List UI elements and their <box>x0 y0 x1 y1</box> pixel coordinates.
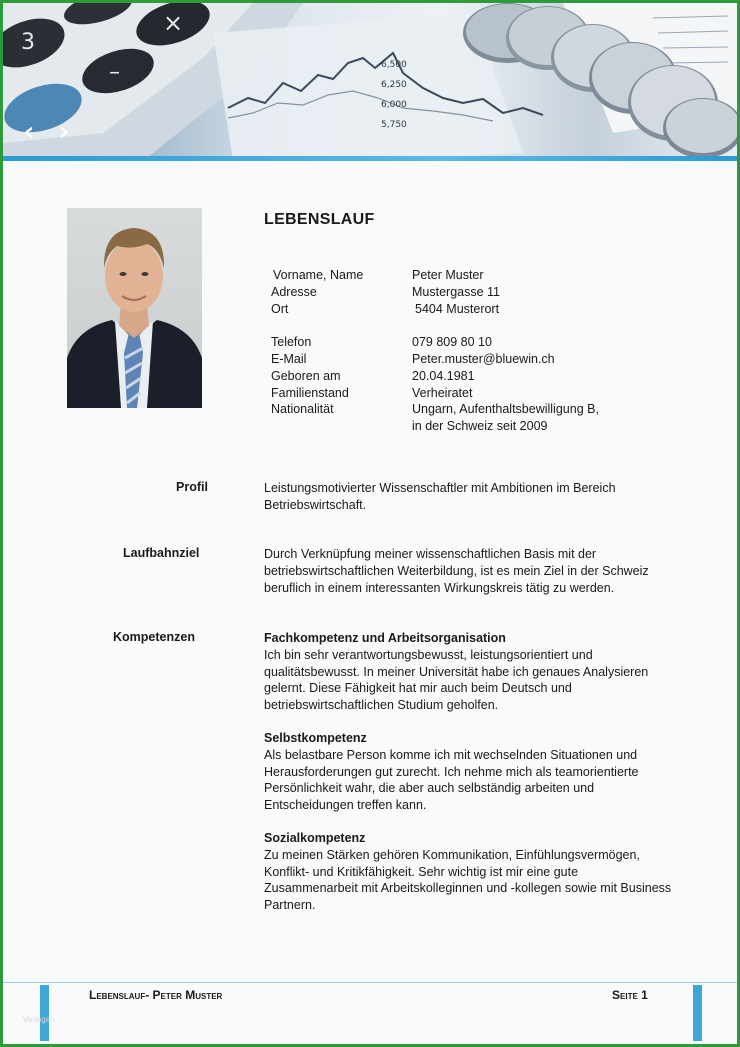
footer-accent-left <box>40 985 49 1041</box>
svg-text:3: 3 <box>21 30 35 55</box>
text-line: Entscheidungen treffen kann. <box>264 798 427 813</box>
label-marital-status: Familienstand <box>271 386 349 400</box>
section-text-laufbahnziel <box>264 546 684 596</box>
value-nationality: Ungarn, Aufenthaltsbewilligung B, <box>412 402 599 416</box>
value-birthdate: 20.04.1981 <box>412 369 475 383</box>
label-nationality: Nationalität <box>271 402 334 416</box>
svg-text:–: – <box>109 60 120 85</box>
value-city: 5404 Musterort <box>415 302 500 316</box>
label-phone: Telefon <box>271 335 312 349</box>
svg-text:×: × <box>163 9 184 37</box>
section-label-profil: Profil <box>176 480 208 494</box>
label-email: E-Mail <box>271 352 307 366</box>
footer-divider <box>3 982 737 983</box>
svg-text:6,500: 6,500 <box>381 60 407 70</box>
text-line: Partnern. <box>264 898 316 913</box>
svg-text:5,750: 5,750 <box>381 120 407 130</box>
section-label-kompetenzen: Kompetenzen <box>113 630 195 644</box>
svg-text:6,000: 6,000 <box>381 100 407 110</box>
svg-text:6,250: 6,250 <box>381 80 407 90</box>
subheading-fachkompetenz: Fachkompetenz und Arbeitsorganisation <box>264 631 506 645</box>
block-selbstkompetenz <box>264 730 684 814</box>
text-line: Zu meinen Stärken gehören Kommunikation, Einfühlungsvermögen, <box>264 847 640 862</box>
text-line: Zusammenarbeit mit Arbeitskolleginnen und -kollegen sowie mit Business <box>264 881 672 896</box>
text-line: Durch Verknüpfung meiner wissenschaftlichen Basis mit der <box>264 547 597 561</box>
subheading-selbstkompetenz: Selbstkompetenz <box>264 731 367 745</box>
label-city: Ort <box>271 302 289 316</box>
page-title: LEBENSLAUF <box>264 211 375 228</box>
label-address: Adresse <box>271 285 317 299</box>
text-line: gelernt. Diese Fähigkeit hat mir auch beim Deutsch und <box>264 681 572 696</box>
text-line: Als belastbare Person komme ich mit wechselnden Situationen und <box>264 747 638 762</box>
text-line: betriebswirtschaftlichen Weiterbildung, ist es mein Ziel in der Schweiz <box>264 563 649 578</box>
watermark: Vorlagen <box>23 1015 55 1024</box>
value-marital-status: Verheiratet <box>412 386 473 400</box>
text-line: betriebswirtschaftlichen Studium geholfen. <box>264 698 499 713</box>
text-line: Herausforderungen gut zurecht. Ich nehme mich als teamorientierte <box>264 764 639 779</box>
text-line: Leistungsmotivierter Wissenschaftler mit Ambitionen im Bereich <box>264 481 616 495</box>
text-line: Betriebswirtschaft. <box>264 497 367 512</box>
profile-photo <box>67 208 202 408</box>
text-line: Konflikt- und Kritikfähigkeit. Sehr wichtig ist mir eine gute <box>264 864 579 879</box>
footer-title: Lebenslauf- Peter Muster <box>89 988 223 1002</box>
chevron-right-icon[interactable]: › <box>58 117 70 147</box>
value-nationality-cont: in der Schweiz seit 2009 <box>412 419 548 433</box>
footer-accent-right <box>693 985 702 1041</box>
text-line: Persönlichkeit wahr, die aber auch selbständig arbeiten und <box>264 781 595 796</box>
value-name: Peter Muster <box>412 268 484 282</box>
finance-illustration <box>3 3 737 161</box>
text-line: Ich bin sehr verantwortungsbewusst, leistungsorientiert und <box>264 647 593 662</box>
label-birthdate: Geboren am <box>271 369 341 383</box>
block-fachkompetenz <box>264 630 684 714</box>
section-label-laufbahnziel: Laufbahnziel <box>123 546 200 560</box>
value-address: Mustergasse 11 <box>412 285 501 299</box>
value-phone: 079 809 80 10 <box>412 335 492 349</box>
value-email: Peter.muster@bluewin.ch <box>412 352 555 366</box>
banner-accent-strip <box>3 156 737 161</box>
block-sozialkompetenz <box>264 830 684 914</box>
header-banner-image <box>3 3 737 161</box>
text-line: beruflich in einem interessanten Wirkungskreis tätig zu werden. <box>264 580 615 595</box>
text-line: qualitätsbewusst. In meiner Universität habe ich genaues Analysieren <box>264 664 649 679</box>
label-name: Vorname, Name <box>273 268 364 282</box>
chevron-left-icon[interactable]: ‹ <box>23 117 35 147</box>
section-text-profil <box>264 480 684 514</box>
subheading-sozialkompetenz: Sozialkompetenz <box>264 831 366 845</box>
footer-page-number: Seite 1 <box>612 988 648 1002</box>
